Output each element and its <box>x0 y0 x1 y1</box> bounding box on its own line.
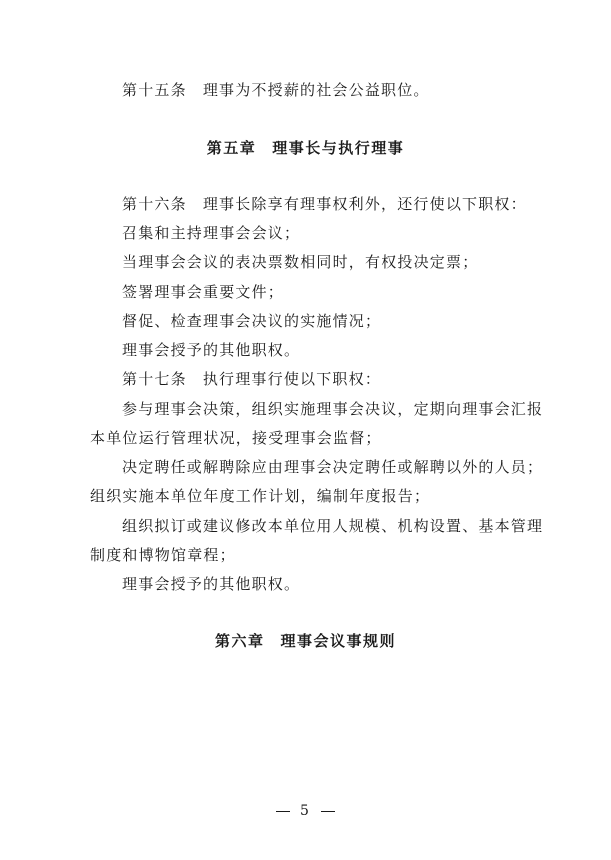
article-17 <box>122 369 381 389</box>
dash-left <box>276 811 290 812</box>
article-16-text: 理事长除享有理事权利外，还行使以下职权： <box>202 195 527 213</box>
article-17-item-3-line-1: 组织拟订或建议修改本单位用人规模、机构设置、基本管理 <box>122 517 544 535</box>
page-number: 5 <box>300 803 311 819</box>
article-16 <box>122 194 527 214</box>
article-15 <box>122 80 430 100</box>
dash-right <box>321 811 335 812</box>
article-17-item-4: 理事会授予的其他职权。 <box>122 575 301 593</box>
article-17-label: 第十七条 <box>122 370 187 388</box>
article-17-item-3-line-2: 制度和博物馆章程； <box>90 546 236 564</box>
article-15-label: 第十五条 <box>122 81 187 99</box>
article-17-item-1-line-2: 本单位运行管理状况，接受理事会监督； <box>90 429 382 447</box>
article-16-item-5: 理事会授予的其他职权。 <box>122 341 301 359</box>
article-16-item-4: 督促、检查理事会决议的实施情况； <box>122 312 382 330</box>
chapter-5-heading <box>0 137 611 158</box>
article-17-item-2-line-2: 组织实施本单位年度工作计划，编制年度报告； <box>90 487 431 505</box>
article-15-text: 理事为不授薪的社会公益职位。 <box>202 81 430 99</box>
page-footer <box>0 803 611 819</box>
article-16-item-2: 当理事会会议的表决票数相同时，有权投决定票； <box>122 253 479 271</box>
article-17-item-1-line-1: 参与理事会决策，组织实施理事会决议，定期向理事会汇报 <box>122 400 544 418</box>
chapter-5-title: 理事长与执行理事 <box>272 139 405 157</box>
article-17-item-2-line-1: 决定聘任或解聘除应由理事会决定聘任或解聘以外的人员； <box>122 458 544 476</box>
chapter-6-heading <box>0 630 611 651</box>
chapter-6-label: 第六章 <box>214 632 265 650</box>
article-16-item-3: 签署理事会重要文件； <box>122 283 285 301</box>
article-16-item-1: 召集和主持理事会会议； <box>122 224 301 242</box>
article-16-label: 第十六条 <box>122 195 187 213</box>
chapter-6-title: 理事会议事规则 <box>280 632 397 650</box>
chapter-5-label: 第五章 <box>206 139 257 157</box>
article-17-text: 执行理事行使以下职权： <box>202 370 382 388</box>
